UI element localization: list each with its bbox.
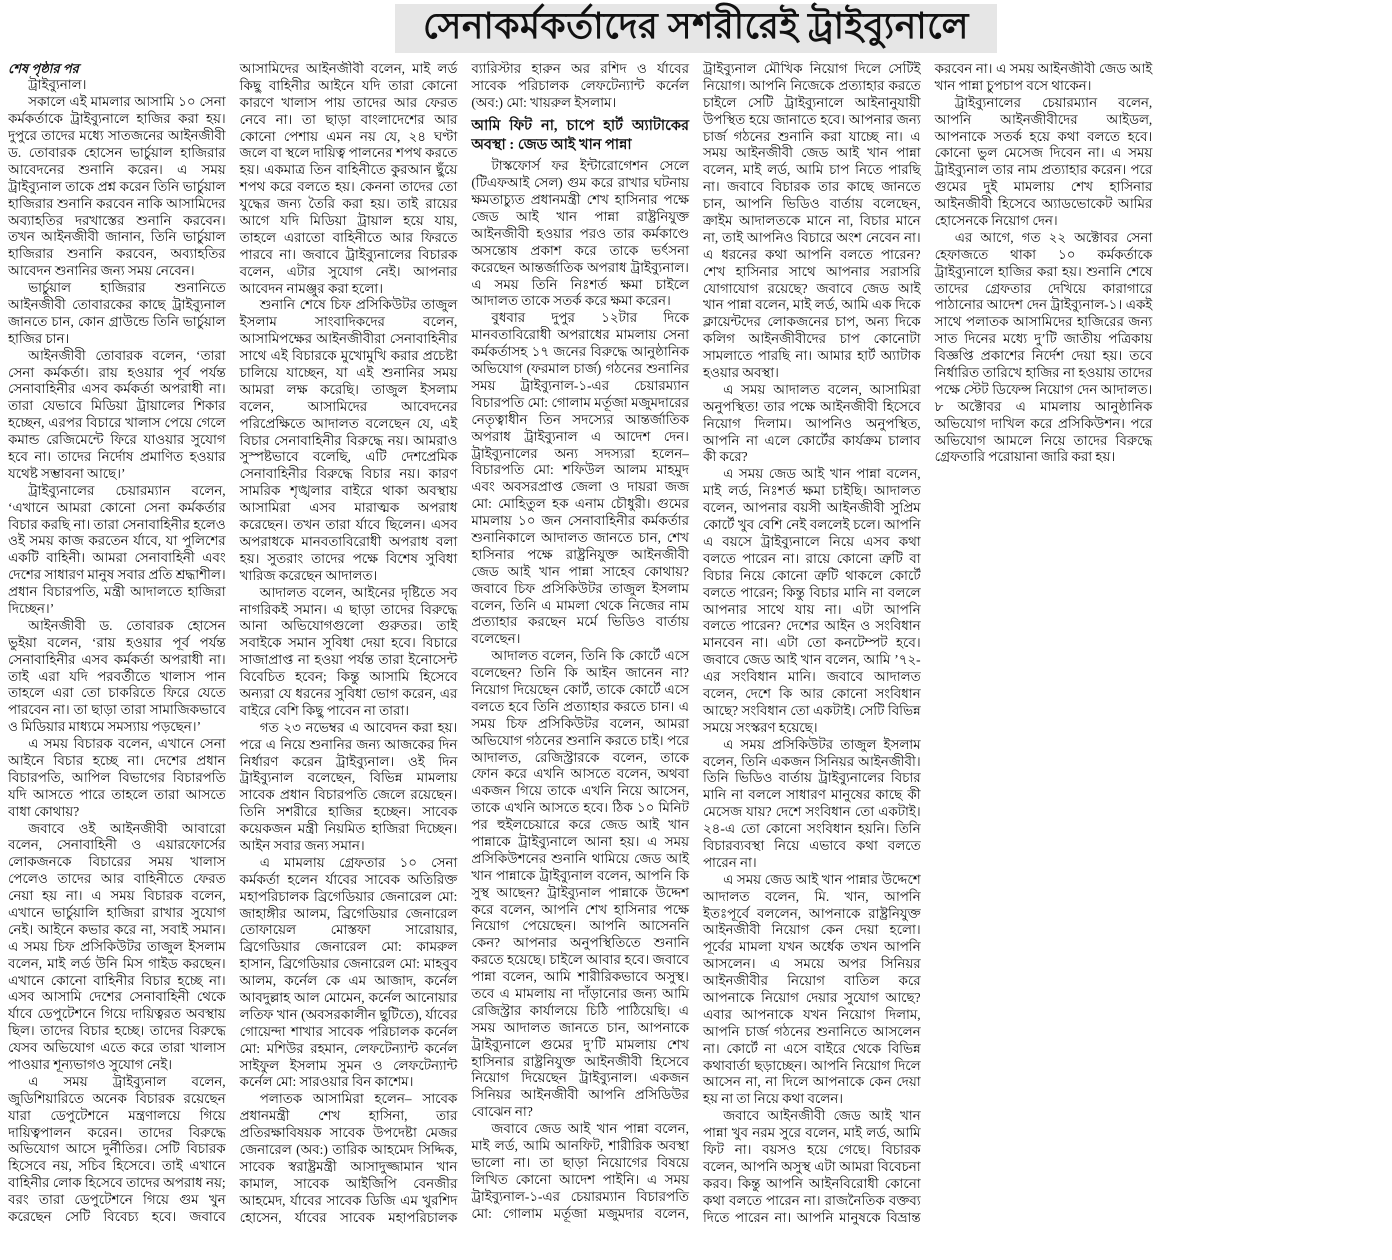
continued-from-label: শেষ পৃষ্ঠার পর: [8, 61, 79, 76]
article-paragraph: বুধবার দুপুর ১২টার দিকে মানবতাবিরোধী অপরাধের মামলায় সেনা কর্মকর্তাসহ ১৭ জনের বিরুদ্ধে আনুষ্ঠানিক অভিযোগ (ফরমাল চার্জ) গঠনের শুনানির সময় ট্রাইব্যুনাল-১-এর চেয়ারম্যান বিচারপতি মো: গোলাম মর্তূজা মজুমদারের নেতৃত্বাধীন তিন সদস্যের আন্তর্জাতিক অপরাধ ট্রাইব্যুনাল এ আদেশ দেন। ট্রাইব্যুনালের অন্য সদস্যরা হলেন– বিচারপতি মো: শফিউল আলম মাহমুদ এবং অবসরপ্রাপ্ত জেলা ও দায়রা জজ মো: মোহিতুল হক এনাম চৌধুরী। গুমের মামলায় ১০ জন সেনাবাহিনীর কর্মকর্তার শুনানিকালে আদালত জানতে চান, শেখ হাসিনার পক্ষে রাষ্ট্রনিযুক্ত আইনজীবী জেড আই খান পান্না সাহেব কোথায়? জবাবে চিফ প্রসিকিউটর তাজুল ইসলাম বলেন, তিনি এ মামলা থেকে নিজের নাম প্রত্যাহার করছেন মর্মে ভিডিও বার্তায় বলেছেন।: [471, 310, 689, 647]
article-paragraph: এ সময় জেড আই খান পান্না বলেন, মাই লর্ড, নিঃশর্ত ক্ষমা চাইছি। আদালত বলেন, আপনার বয়সী আইনজীবী সুপ্রিম কোর্টে খুব বেশি নেই বললেই চলে। আপনি এ বয়সে ট্রাইব্যুনালে নিয়ে এসব কথা বলতে পারেন না। রায়ে কোনো ত্রুটি বা বিচার নিয়ে কোনো ত্রুটি থাকলে কোর্টে বলতে পারেন; কিন্তু বিচার মানি না বললে আপনার সাথে যায় না। এটা আপনি বলতে পারেন? দেশের আইন ও সংবিধান মানবেন না। এটা তো কনটেম্পট হবে। জবাবে জেড আই খান বলেন, আমি ’৭২-এর সংবিধান মানি। জবাবে আদালত বলেন, দেশে কি আর কোনো সংবিধান আছে? সংবিধান তো একটাই। সেটি বিভিন্ন সময়ে সংস্করণ হয়েছে।: [702, 466, 921, 735]
article-paragraph: শুনানি শেষে চিফ প্রসিকিউটর তাজুল ইসলাম সাংবাদিকদের বলেন, আসামিপক্ষের আইনজীবীরা সেনাবাহিনীর সাথে এই বিচারকে মুখোমুখি করার প্রচেষ্টা চালিয়ে যাচ্ছেন, যা এই শুনানির সময় আমরা লক্ষ করেছি। তাজুল ইসলাম বলেন, আসামিদের আবেদনের পরিপ্রেক্ষিতে আদালত বলেছেন যে, এই বিচার সেনাবাহিনীর বিরুদ্ধে নয়। আমরাও সুস্পষ্টভাবে বলেছি, এটি দেশপ্রেমিক সেনাবাহিনীর বিরুদ্ধে বিচার নয়। কারণ সামরিক শৃঙ্খলার বাইরে থাকা অবস্থায় আসামিরা এসব মারাত্মক অপরাধ করেছেন। তখন তারা র্যাবে ছিলেন। এসব অপরাধকে মানবতাবিরোধী অপরাধ বলা হয়। সুতরাং তাদের পক্ষে বিশেষ সুবিধা খারিজ করেছেন আদালত।: [239, 297, 458, 583]
article-paragraph: এ সময় আদালত বলেন, আসামিরা অনুপস্থিত! তার পক্ষে আইনজীবী হিসেবে নিয়োগ দিলাম। আপনিও অনুপস্থিত, আপনি না এলে কোর্টের কার্যক্রম চালাব কী করে?: [702, 381, 921, 465]
article-paragraph: এ সময় বিচারক বলেন, এখানে সেনা আইনে বিচার হচ্ছে না। দেশের প্রধান বিচারপতি, আপিল বিভাগের বিচারপতি যদি আসতে পারে তাহলে তারা আসতে বাধা কোথায়?: [8, 736, 226, 819]
article-paragraph: ট্রাইব্যুনালের চেয়ারম্যান বলেন, আপনি আইনজীবীদের আইডল, আপনাকে সতর্ক হয়ে কথা বলতে হবে। কোনো ভুল মেসেজ দিবেন না। এ সময় ট্রাইব্যুনাল তার নাম প্রত্যাহার করেন। পরে গুমের দুই মামলায় শেখ হাসিনার আইনজীবী হিসেবে অ্যাডভোকেট আমির হোসেনকে নিয়োগ দেন।: [934, 94, 1153, 229]
article-paragraph: টাস্কফোর্স ফর ইন্টারোগেশন সেলে (টিএফআই সেল) গুম করে রাখার ঘটনায় ক্ষমতাচ্যুত প্রধানমন্ত্রী শেখ হাসিনার পক্ষে জেড আই খান পান্না রাষ্ট্রনিযুক্ত আইনজীবী হওয়ার পরও তার কর্মকাণ্ডে অসন্তোষ প্রকাশ করে তাকে ভর্ৎসনা করেছেন আন্তর্জাতিক অপরাধ ট্রাইব্যুনাল। এ সময় তিনি নিঃশর্ত ক্ষমা চাইলে আদালত তাকে সতর্ক করে ক্ষমা করেন।: [471, 158, 689, 309]
article-paragraph: গত ২৩ নভেম্বর এ আবেদন করা হয়। পরে এ নিয়ে শুনানির জন্য আজকের দিন নির্ধারণ করেন ট্রাইব্যুনাল। ওই দিন ট্রাইব্যুনাল বলেছেন, বিভিন্ন মামলায় সাবেক প্রধান বিচারপতি জেলে রয়েছেন। তিনি সশরীরে হাজির হচ্ছেন। সাবেক কয়েকজন মন্ত্রী নিয়মিত হাজিরা দিচ্ছেন। আইন সবার জন্য সমান।: [239, 719, 458, 853]
article-paragraph: আদালত বলেন, আইনের দৃষ্টিতে সব নাগরিকই সমান। এ ছাড়া তাদের বিরুদ্ধে আনা অভিযোগগুলো গুরুতর। তাই সবাইকে সমান সুবিধা দেয়া হবে। বিচারে সাজাপ্রাপ্ত না হওয়া পর্যন্ত তারা ইনোসেন্ট বিবেচিত হবেন; কিন্তু আসামি হিসেবে অন্যরা যে ধরনের সুবিধা ভোগ করেন, এর বাইরে বেশি কিছু পাবেন না তারা।: [239, 584, 458, 718]
article-paragraph: আইনজীবী ড. তোবারক হোসেন ভুইয়া বলেন, ‘রায় হওয়ার পূর্ব পর্যন্ত সেনাবাহিনীর এসব কর্মকর্তা অপরাধী না। তাই এরা যদি পরবর্তীতে খালাস পান তাহলে এরা তো চাকরিতে ফিরে যেতে পারবেন না। তা ছাড়া তারা সামাজিকভাবে ও মিডিয়ার মাধ্যমে সমস্যায় পড়ছেন।’: [8, 617, 226, 735]
article-paragraph: জবাবে জেড আই খান পান্না বলেন, মাই লর্ড, আমি আনফিট, শারীরিক অবস্থা ভালো না। তা ছাড়া নিয়োগের বিষয়ে লিখিত কোনো আদেশ পাইনি। এ সময় ট্রাইব্যুনাল-১-এর চেয়ারম্যান বিচারপতি মো: গোলাম মর্তূজা মজুমদার বলেন, ট্রাইব্যুনাল মৌখিক নিয়োগ দিলে সেটিই নিয়োগ। আপনি নিজেকে প্রত্যাহার করতে চাইলে সেটি ট্রাইব্যুনালে আইনানুযায়ী উপস্থিত হয়ে জানাতে হবে। আপনার জন্য চার্জ গঠনের শুনানি করা যাচ্ছে না। এ সময় আইনজীবী জেড আই খান পান্না বলেন, মাই লর্ড, আমি চাপ নিতে পারছি না। জবাবে বিচারক তার কাছে জানতে চান, আপনি ভিডিও বার্তায় বলেছেন, ক্রাইম আদালতকে মানে না, বিচার মানে না, তাই আপনিও বিচারে অংশ নেবেন না। এ ধরনের কথা আপনি বলতে পারেন? শেখ হাসিনার সাথে আপনার সরাসরি যোগাযোগ রয়েছে? জবাবে জেড আই খান পান্না বলেন, মাই লর্ড, আমি এক দিকে ক্লায়েন্টদের লোকজনের চাপ, অন্য দিকে কলিগ আইনজীবীদের চাপ কোনোটা সামলাতে পারছি না। আমার হার্ট অ্যাটাক হওয়ার অবস্থা।: [471, 61, 921, 1221]
article-paragraph: সকালে এই মামলার আসামি ১০ সেনা কর্মকর্তাকে ট্রাইব্যুনালে হাজির করা হয়। দুপুরে তাদের মধ্যে সাতজনের আইনজীবী ড. তোবারক হোসেন ভার্চুয়াল হাজিরার আবেদনের শুনানি করেন। এ সময় ট্রাইব্যুনাল তাকে প্রশ্ন করেন তিনি ভার্চুয়াল হাজিরার শুনানি করবেন নাকি আসামিদের অব্যাহতির দরখাস্তের শুনানি করবেন। তখন আইনজীবী জানান, তিনি ভার্চুয়াল হাজিরার শুনানি করবেন, অব্যাহতির আবেদন শুনানির জন্য সময় নেবেন।: [8, 94, 226, 279]
article-headline-text: সেনাকর্মকর্তাদের সশরীরেই ট্রাইব্যুনালে: [395, 4, 997, 53]
article-headline: [8, 4, 1384, 53]
article-paragraph: আদালত বলেন, তিনি কি কোর্টে এসে বলেছেন? তিনি কি আইন জানেন না? নিয়োগ দিয়েছেন কোর্ট, তাকে কোর্টে এসে বলতে হবে তিনি প্রত্যাহার করতে চান। এ সময় চিফ প্রসিকিউটর বলেন, আমরা অভিযোগ গঠনের শুনানি করতে চাই। পরে আদালত, রেজিস্ট্রারকে বলেন, তাকে ফোন করে এখনি আসতে বলেন, অথবা একজন গিয়ে তাকে এখনি নিয়ে আসেন, তাকে এখনি আসতে হবে। ঠিক ১০ মিনিট পর হুইলচেয়ারে করে জেড আই খান পান্নাকে ট্রাইব্যুনালে আনা হয়। এ সময় প্রসিকিউশনের শুনানি থামিয়ে জেড আই খান পান্নাকে ট্রাইব্যুনাল বলেন, আপনি কি সুস্থ আছেন? ট্রাইব্যুনাল পান্নাকে উদ্দেশ করে বলেন, আপনি শেখ হাসিনার পক্ষে নিয়োগ পেয়েছেন। আপনি আসেননি কেন? আপনার অনুপস্থিতিতে শুনানি করতে হয়েছে। চাইলে আবার হবে। জবাবে পান্না বলেন, আমি শারীরিকভাবে অসুস্থ। তবে এ মামলায় না দাঁড়ানোর জন্য আমি রেজিস্ট্রার কার্যালয়ে চিঠি পাঠিয়েছি। এ সময় আদালত জানতে চান, আপনাকে ট্রাইব্যুনালে গুমের দু’টি মামলায় শেখ হাসিনার রাষ্ট্রনিযুক্ত আইনজীবী হিসেবে নিয়োগ দিয়েছেন ট্রাইব্যুনাল। একজন সিনিয়র আইনজীবী আপনি প্রসিডিউর বোঝেন না?: [471, 648, 689, 1120]
article-body: [8, 61, 1384, 1239]
article-paragraph: ট্রাইব্যুনালের চেয়ারম্যান বলেন, ‘এখানে আমরা কোনো সেনা কর্মকর্তার বিচার করছি না। তারা সেনাবাহিনীর হলেও ওই সময় কাজ করতেন র্যাবে, যা পুলিশের একটি বাহিনী। আমরা সেনাবাহিনী এবং দেশের সাধারণ মানুষ সবার প্রতি শ্রদ্ধাশীল। প্রধান বিচারপতি, মন্ত্রী আদালতে হাজিরা দিচ্ছেন।’: [8, 482, 226, 616]
article-paragraph: এ সময় জেড আই খান পান্নার উদ্দেশে আদালত বলেন, মি. খান, আপনি ইতঃপূর্বে বললেন, আপনাকে রাষ্ট্রনিযুক্ত আইনজীবী নিয়োগ কেন দেয়া হলো। পূর্বের মামলা যখন অর্ধেক তখন আপনি আসলেন। এ সময়ে অপর সিনিয়র আইনজীবীর নিয়োগ বাতিল করে আপনাকে নিয়োগ দেয়ার সুযোগ আছে? এবার আপনাকে যখন নিয়োগ দিলাম, আপনি চার্জ গঠনের শুনানিতে আসলেন না। কোর্টে না এসে বাইরে থেকে বিভিন্ন কথাবার্তা ছড়াচ্ছেন। আপনি নিয়োগ দিলে আসেন না, না দিলে আপনাকে কেন দেয়া হয় না তা নিয়ে কথা বলেন।: [702, 871, 921, 1107]
article-paragraph: এ মামলায় গ্রেফতার ১০ সেনা কর্মকর্তা হলেন র্যাবের সাবেক অতিরিক্ত মহাপরিচালক ব্রিগেডিয়ার জেনারেল মো: জাহাঙ্গীর আলম, ব্রিগেডিয়ার জেনারেল তোফায়েল মোস্তফা সারোয়ার, ব্রিগেডিয়ার জেনারেল মো: কামরুল হাসান, ব্রিগেডিয়ার জেনারেল মো: মাহবুব আলম, কর্নেল কে এম আজাদ, কর্নেল আবদুল্লাহ আল মোমেন, কর্নেল আনোয়ার লতিফ খান (অবসরকালীন ছুটিতে), র্যাবের গোয়েন্দা শাখার সাবেক পরিচালক কর্নেল মো: মশিউর রহমান, লেফটেন্যান্ট কর্নেল সাইফুল ইসলাম সুমন ও লেফটেন্যান্ট কর্নেল মো: সারওয়ার বিন কাশেম।: [239, 854, 458, 1090]
article-paragraph: জবাবে আইনজীবী জেড আই খান পান্না খুব নরম সুরে বলেন, মাই লর্ড, আমি ফিট না। বয়সও হয়ে গেছে। বিচারক বলেন, আপনি অসুস্থ এটা আমরা বিবেচনা করব। কিন্তু আপনি আইনবিরোধী কোনো কথা বলতে পারেন না। রাজনৈতিক বক্তব্য দিতে পারেন না। আপনি মানুষকে বিভ্রান্ত করবেন না। এ সময় আইনজীবী জেড আই খান পান্না চুপচাপ বসে থাকেন।: [702, 61, 1153, 1225]
article-subhead: আমি ফিট না, চাপে হার্ট অ্যাটাকের অবস্থা : জেড আই খান পান্না: [471, 117, 689, 153]
article-paragraph: এর আগে, গত ২২ অক্টোবর সেনা হেফাজতে থাকা ১০ কর্মকর্তাকে ট্রাইব্যুনালে হাজির করা হয়। শুনানি শেষে তাদের গ্রেফতার দেখিয়ে কারাগারে পাঠানোর আদেশ দেন ট্রাইব্যুনাল-১। একই সাথে পলাতক আসামিদের হাজিরের জন্য সাত দিনের মধ্যে দু’টি জাতীয় পত্রিকায় বিজ্ঞপ্তি প্রকাশের নির্দেশ দেয়া হয়। তবে নির্ধারিত তারিখে হাজির না হওয়ায় তাদের পক্ষে স্টেট ডিফেন্স নিয়োগ দেন আদালত। ৮ অক্টোবর এ মামলায় আনুষ্ঠানিক অভিযোগ দাখিল করে প্রসিকিউশন। পরে অভিযোগ আমলে নিয়ে তাদের বিরুদ্ধে গ্রেফতারি পরোয়ানা জারি করা হয়।: [934, 229, 1153, 465]
article-paragraph: ট্রাইব্যুনাল।: [28, 77, 87, 93]
article-paragraph: জবাবে ওই আইনজীবী আবারো বলেন, সেনাবাহিনী ও এয়ারফোর্সের লোকজনকে বিচারের সময় খালাস পেলেও তাদের আর বাহিনীতে ফেরত নেয়া হয় না। এ সময় বিচারক বলেন, এখানে ভার্চুয়ালি হাজিরা রাখার সুযোগ নেই। আইনে কভার করে না, সবাই সমান। এ সময় চিফ প্রসিকিউটর তাজুল ইসলাম বলেন, মাই লর্ড উনি মিস গাইড করছেন। এখানে কোনো বাহিনীর বিচার হচ্ছে না। এসব আসামি দেশের সেনাবাহিনী থেকে র্যাবে ডেপুটেশনে গিয়ে দায়িত্বরত অবস্থায় ছিল। তাদের বিচার হচ্ছে। তাদের বিরুদ্ধে যেসব অভিযোগ এতে করে তারা খালাস পাওয়ার শূন্যভাগও সুযোগ নেই।: [8, 820, 226, 1073]
article-paragraph: আইনজীবী তোবারক বলেন, ‘তারা সেনা কর্মকর্তা। রায় হওয়ার পূর্ব পর্যন্ত সেনাবাহিনীর এসব কর্মকর্তা অপরাধী না। তারা যেভাবে মিডিয়া ট্রায়ালের শিকার হচ্ছেন, এরপর বিচারে খালাস পেয়ে গেলে কমান্ড রেজিমেন্টে ফিরে যাওয়ার সুযোগ হবে না। তাদের নির্দোষ প্রমাণিত হওয়ার যথেষ্ট সম্ভাবনা আছে।’: [8, 347, 226, 481]
article-paragraph: ভার্চুয়াল হাজিরার শুনানিতে আইনজীবী তোবারকের কাছে ট্রাইব্যুনাল জানতে চান, কোন গ্রাউন্ডে তিনি ভার্চুয়াল হাজির চান।: [8, 280, 226, 346]
article-paragraph: এ সময় ট্রাইব্যুনাল বলেন, জুডিশিয়ারিতে অনেক বিচারক রয়েছেন যারা ডেপুটেশনে মন্ত্রণালয়ে গিয়ে দায়িত্বপালন করেন। তাদের বিরুদ্ধে অভিযোগ আসে দুর্নীতির। সেটি বিচারক হিসেবে নয়, সচিব হিসেবে। তাই এখানে বাহিনীর লোক হিসেবে তাদের অপরাধ নয়; বরং তারা ডেপুটেশনে গিয়ে গুম খুন করেছেন সেটি বিবেচ্য হবে। জবাবে আসামিদের আইনজীবী বলেন, মাই লর্ড কিছু বাহিনীর আইনে যদি তারা কোনো কারণে খালাস পায় তাদের আর ফেরত নেবে না। তা ছাড়া বাংলাদেশের আর কোনো পেশায় এমন নয় যে, ২৪ ঘণ্টা জলে বা স্থলে দায়িত্ব পালনের শপথ করতে হয়। একমাত্র তিন বাহিনীতে কুরআন ছুঁয়ে শপথ করে বলতে হয়। কেননা তাদের তো যুদ্ধের জন্য তৈরি করা হয়। তাই রায়ের আগে যদি মিডিয়া ট্রায়াল হয়ে যায়, তাহলে এরাতো বাহিনীতে আর ফিরতে পারবে না। জবাবে ট্রাইব্যুনালের বিচারক বলেন, এটার সুযোগ নেই। আপনার আবেদন নামঞ্জুর করা হলো।: [8, 61, 458, 1225]
article-paragraph: এ সময় প্রসিকিউটর তাজুল ইসলাম বলেন, তিনি একজন সিনিয়র আইনজীবী। তিনি ভিডিও বার্তায় ট্রাইব্যুনালের বিচার মানি না বললে সাধারণ মানুষের কাছে কী মেসেজ যায়? দেশে সংবিধান তো একটাই। ২৪-এ তো কোনো সংবিধান হয়নি। তিনি বিচারব্যবস্থা নিয়ে এভাবে কথা বলতে পারেন না।: [702, 736, 921, 870]
article-paragraph: পলাতক আসামিরা হলেন– সাবেক প্রধানমন্ত্রী শেখ হাসিনা, তার প্রতিরক্ষাবিষয়ক সাবেক উপদেষ্টা মেজর জেনারেল (অব:) তারিক আহমেদ সিদ্দিক, সাবেক স্বরাষ্ট্রমন্ত্রী আসাদুজ্জামান খান কামাল, সাবেক আইজিপি বেনজীর আহমেদ, র্যাবের সাবেক ডিজি এম খুরশিদ হোসেন, র্যাবের সাবেক মহাপরিচালক ব্যারিস্টার হারুন অর রশিদ ও র্যাবের সাবেক পরিচালক লেফটেন্যান্ট কর্নেল (অব:) মো: খায়রুল ইসলাম।: [239, 61, 689, 1225]
